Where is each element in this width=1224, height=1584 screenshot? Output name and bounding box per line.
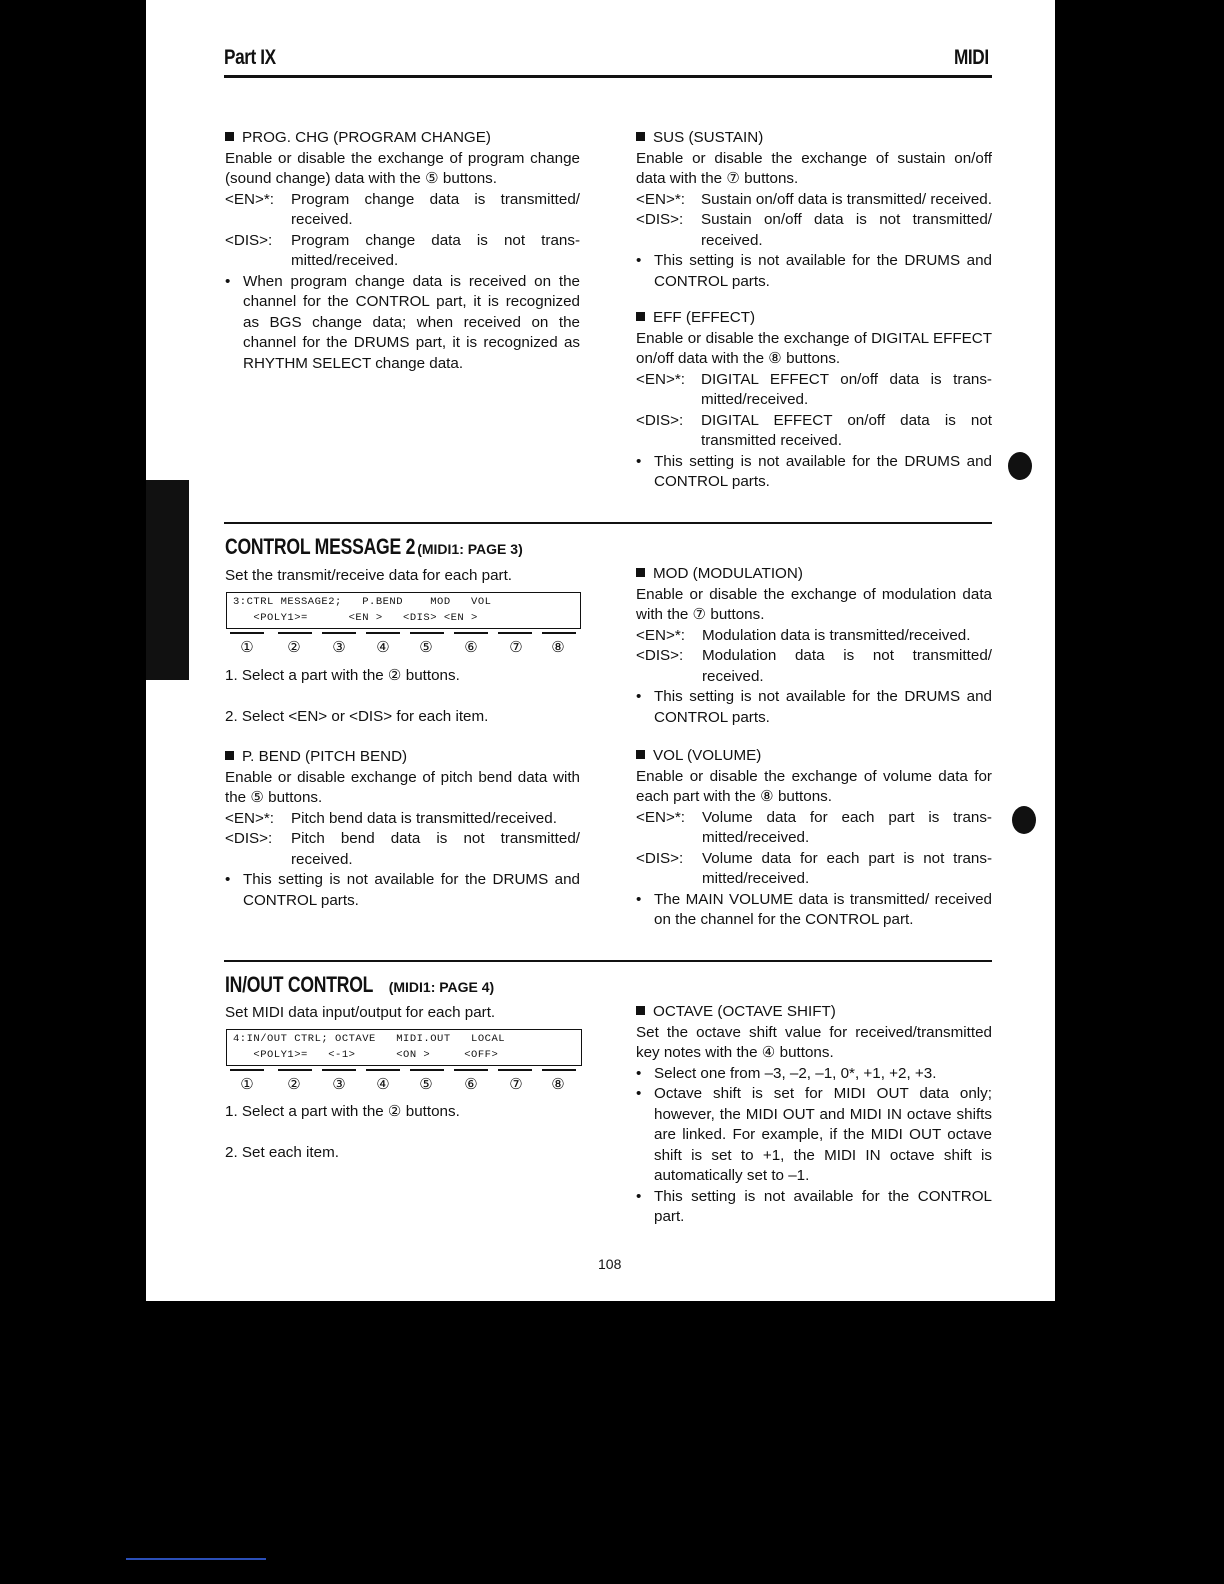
square-bullet-icon bbox=[225, 132, 234, 141]
dis-text: Modulation data is not transmitted/ received. bbox=[702, 647, 992, 685]
square-bullet-icon bbox=[636, 568, 645, 577]
octave-intro: Set the octave shift value for received/transmitted key notes with the ④ buttons. bbox=[636, 1023, 992, 1061]
button-underlines bbox=[226, 1069, 580, 1071]
en-key: <EN>*: bbox=[225, 190, 274, 208]
control-message-2-intro: Set the transmit/receive data for each part. bbox=[225, 567, 513, 584]
en-text: Program change data is transmitted/ received. bbox=[291, 190, 580, 228]
sus-eff-block: SUS (SUSTAIN) Enable or disable the exchange of sustain on/off data with the ⑦ buttons. <EN>*: Sustain on/off data is transmitted/ received. <DIS>: Sustain on/off data is not transmitted/ received. • This setting is not available for the DRUMS and CONTROL parts. EFF (EFFECT) Enable or disable the exchange of DIGITAL EFFECT on/off data with the ⑧ buttons. <EN>*: DIGITAL EFFECT on/off data is trans- mitted/received. <DIS>: DIGITAL EFFECT on/off data is not transmitted received. • This setting is not available for the DRUMS and CONTROL parts. bbox=[636, 128, 992, 493]
button-marker-2: ② bbox=[287, 1076, 301, 1093]
en-text: DIGITAL EFFECT on/off data is trans- mitted/received. bbox=[701, 370, 992, 408]
lcd-line-1: 3:CTRL MESSAGE2; P.BEND MOD VOL bbox=[233, 596, 492, 608]
en-text: Pitch bend data is transmitted/received. bbox=[291, 809, 557, 827]
step-2: 2. Set each item. bbox=[225, 1143, 339, 1161]
button-marker-8: ⑧ bbox=[551, 1076, 565, 1093]
scan-border-bottom bbox=[0, 1301, 1224, 1584]
prog-chg-title: PROG. CHG (PROGRAM CHANGE) bbox=[242, 129, 491, 146]
vol-note: The MAIN VOLUME data is transmitted/ received on the channel for the CONTROL part. bbox=[654, 890, 992, 928]
control-message-2-page: (MIDI1: PAGE 3) bbox=[417, 541, 523, 557]
en-key: <EN>*: bbox=[636, 626, 685, 644]
sus-note: This setting is not available for the DRUMS and CONTROL parts. bbox=[654, 252, 992, 290]
section-heading bbox=[225, 534, 523, 560]
vol-title: VOL (VOLUME) bbox=[653, 747, 762, 764]
square-bullet-icon bbox=[636, 132, 645, 141]
prog-chg-note: When program change data is received on the channel for the CONTROL part, it is recognized as BGS change data; when received on the channel for the DRUMS part, it is recognized as RHYTHM SELECT change data. bbox=[243, 272, 580, 372]
button-marker-1: ① bbox=[240, 1076, 254, 1093]
dis-key: <DIS>: bbox=[636, 849, 684, 867]
manual-page bbox=[146, 0, 1055, 1301]
bottom-link-line bbox=[126, 1558, 266, 1560]
octave-note-2: Octave shift is set for MIDI OUT data only; however, the MIDI OUT and MIDI IN octave shifts are linked. For example, if the MIDI OUT octave shift is set to +1, the MIDI IN octave shift is automatically set to –1. bbox=[654, 1085, 992, 1184]
prog-chg-intro: Enable or disable the exchange of program change (sound change) data with the ⑤ buttons. bbox=[225, 149, 580, 187]
binder-hole-mark bbox=[1008, 452, 1032, 480]
control-message-2-left bbox=[225, 566, 580, 587]
button-marker-5: ⑤ bbox=[419, 639, 433, 656]
pb-intro: Enable or disable exchange of pitch bend data with the ⑤ buttons. bbox=[225, 768, 580, 806]
square-bullet-icon bbox=[636, 312, 645, 321]
section-rule bbox=[224, 960, 992, 962]
side-tab-label: Practical applications bbox=[158, 986, 176, 1134]
button-markers bbox=[226, 638, 580, 658]
header-part: Part IX bbox=[224, 46, 276, 69]
dis-text: Sustain on/off data is not transmitted/ received. bbox=[701, 211, 992, 249]
button-marker-6: ⑥ bbox=[464, 639, 478, 656]
in-out-steps bbox=[225, 1102, 580, 1163]
step-1: 1. Select a part with the ② buttons. bbox=[225, 1103, 460, 1120]
mod-note: This setting is not available for the DRUMS and CONTROL parts. bbox=[654, 688, 992, 726]
button-marker-7: ⑦ bbox=[509, 639, 523, 656]
square-bullet-icon bbox=[225, 751, 234, 760]
octave-note-1: Select one from –3, –2, –1, 0*, +1, +2, +3. bbox=[654, 1064, 937, 1082]
octave-title: OCTAVE (OCTAVE SHIFT) bbox=[653, 1003, 836, 1020]
button-markers bbox=[226, 1075, 580, 1095]
en-text: Volume data for each part is trans- mitted/received. bbox=[702, 808, 992, 846]
control-message-2-steps: 1. Select a part with the ② buttons. 2. Select <EN> or <DIS> for each item. P. BEND (PITCH BEND) Enable or disable exchange of pitch bend data with the ⑤ buttons. <EN>*: Pitch bend data is transmitted/received. <DIS>: Pitch bend data is not transmitted/ received. • This setting is not available for the DRUMS and CONTROL parts. bbox=[225, 666, 580, 911]
dis-text: Volume data for each part is not trans- mitted/received. bbox=[702, 849, 992, 887]
dis-text: DIGITAL EFFECT on/off data is not transmitted received. bbox=[701, 411, 992, 449]
dis-text: Program change data is not trans- mitted/received. bbox=[291, 231, 580, 269]
pb-title: P. BEND (PITCH BEND) bbox=[242, 748, 408, 765]
en-key: <EN>*: bbox=[636, 808, 685, 826]
dis-key: <DIS>: bbox=[225, 231, 273, 249]
sus-intro: Enable or disable the exchange of sustain on/off data with the ⑦ buttons. bbox=[636, 149, 992, 187]
dis-key: <DIS>: bbox=[636, 211, 684, 228]
in-out-control-title: IN/OUT CONTROL bbox=[225, 972, 374, 997]
square-bullet-icon bbox=[636, 750, 645, 759]
button-marker-3: ③ bbox=[332, 1076, 346, 1093]
mod-title: MOD (MODULATION) bbox=[653, 565, 803, 582]
button-marker-4: ④ bbox=[376, 1076, 390, 1093]
lcd-line-1: 4:IN/OUT CTRL; OCTAVE MIDI.OUT LOCAL bbox=[233, 1033, 506, 1045]
side-tab bbox=[146, 480, 189, 1134]
button-marker-5: ⑤ bbox=[419, 1076, 433, 1093]
dis-key: <DIS>: bbox=[636, 411, 684, 429]
vol-intro: Enable or disable the exchange of volume data for each part with the ⑧ buttons. bbox=[636, 767, 992, 805]
button-marker-3: ③ bbox=[332, 639, 346, 656]
in-out-left bbox=[225, 1003, 580, 1024]
in-out-control-page: (MIDI1: PAGE 4) bbox=[388, 979, 495, 995]
en-text: Sustain on/off data is transmitted/ received. bbox=[701, 190, 992, 208]
lcd-display bbox=[226, 1029, 582, 1066]
header-rule bbox=[224, 75, 992, 78]
pb-note: This setting is not available for the DRUMS and CONTROL parts. bbox=[243, 871, 580, 909]
eff-intro: Enable or disable the exchange of DIGITAL EFFECT on/off data with the ⑧ buttons. bbox=[636, 329, 992, 367]
octave-block: OCTAVE (OCTAVE SHIFT) Set the octave shift value for received/transmitted key notes with the ④ buttons. • Select one from –3, –2, –1, 0*, +1, +2, +3. • Octave shift is set for MIDI OUT data only; however, the MIDI OUT and MIDI IN octave shifts are linked. For example, if the MIDI OUT octave shift is set to +1, the MIDI IN octave shift is automatically set to –1. • This setting is not available for the CONTROL part. bbox=[636, 1002, 992, 1228]
en-text: Modulation data is transmitted/received. bbox=[702, 626, 971, 644]
lcd-line-2: <POLY1>= <-1> <ON > <OFF> bbox=[233, 1049, 499, 1061]
octave-note-3: This setting is not available for the CONTROL part. bbox=[654, 1187, 992, 1225]
header-chapter: MIDI bbox=[954, 46, 989, 69]
dis-text: Pitch bend data is not transmitted/ received. bbox=[291, 830, 580, 868]
button-marker-6: ⑥ bbox=[464, 1076, 478, 1093]
en-key: <EN>*: bbox=[225, 809, 274, 827]
in-out-intro: Set MIDI data input/output for each part. bbox=[225, 1004, 496, 1021]
button-marker-2: ② bbox=[287, 639, 301, 656]
lcd-display bbox=[226, 592, 581, 629]
mod-intro: Enable or disable the exchange of modulation data with the ⑦ buttons. bbox=[636, 585, 992, 623]
control-message-2-title: CONTROL MESSAGE 2 bbox=[225, 534, 416, 559]
dis-key: <DIS>: bbox=[636, 647, 684, 664]
binder-hole-mark bbox=[1012, 806, 1036, 834]
control-message-2-right: MOD (MODULATION) Enable or disable the exchange of modulation data with the ⑦ buttons. <EN>*: Modulation data is transmitted/received. <DIS>: Modulation data is not transmitted/ received. • This setting is not available for the DRUMS and CONTROL parts. VOL (VOLUME) Enable or disable the exchange of volume data for each part with the ⑧ buttons. <EN>*: Volume data for each part is trans- mitted/received. <DIS>: Volume data for each part is not trans- mitted/received. • The MAIN VOLUME data is transmitted/ received on the channel for the CONTROL part. bbox=[636, 564, 992, 931]
square-bullet-icon bbox=[636, 1006, 645, 1015]
button-marker-8: ⑧ bbox=[551, 639, 565, 656]
page-number: 108 bbox=[598, 1256, 622, 1272]
step-2: 2. Select <EN> or <DIS> for each item. bbox=[225, 707, 489, 725]
en-key: <EN>*: bbox=[636, 370, 685, 388]
sus-title: SUS (SUSTAIN) bbox=[653, 129, 764, 146]
step-1: 1. Select a part with the ② buttons. bbox=[225, 667, 460, 684]
eff-title: EFF (EFFECT) bbox=[653, 309, 756, 326]
eff-note: This setting is not available for the DRUMS and CONTROL parts. bbox=[654, 452, 992, 490]
section-heading bbox=[225, 972, 494, 998]
lcd-line-2: <POLY1>= <EN > <DIS> <EN > bbox=[233, 612, 478, 624]
dis-key: <DIS>: bbox=[225, 830, 273, 847]
button-underlines bbox=[226, 632, 580, 634]
en-key: <EN>*: bbox=[636, 190, 685, 208]
button-marker-4: ④ bbox=[376, 639, 390, 656]
button-marker-7: ⑦ bbox=[509, 1076, 523, 1093]
section-rule bbox=[224, 522, 992, 524]
button-marker-1: ① bbox=[240, 639, 254, 656]
prog-chg-block: PROG. CHG (PROGRAM CHANGE) Enable or disable the exchange of program change (sound change) data with the ⑤ buttons. <EN>*: Program change data is transmitted/ received. <DIS>: Program change data is not trans- mitted/received. • When program change data is received on the channel for the CONTROL part, it is recognized as BGS change data; when received on the channel for the DRUMS part, it is recognized as RHYTHM SELECT change data. bbox=[225, 128, 580, 374]
